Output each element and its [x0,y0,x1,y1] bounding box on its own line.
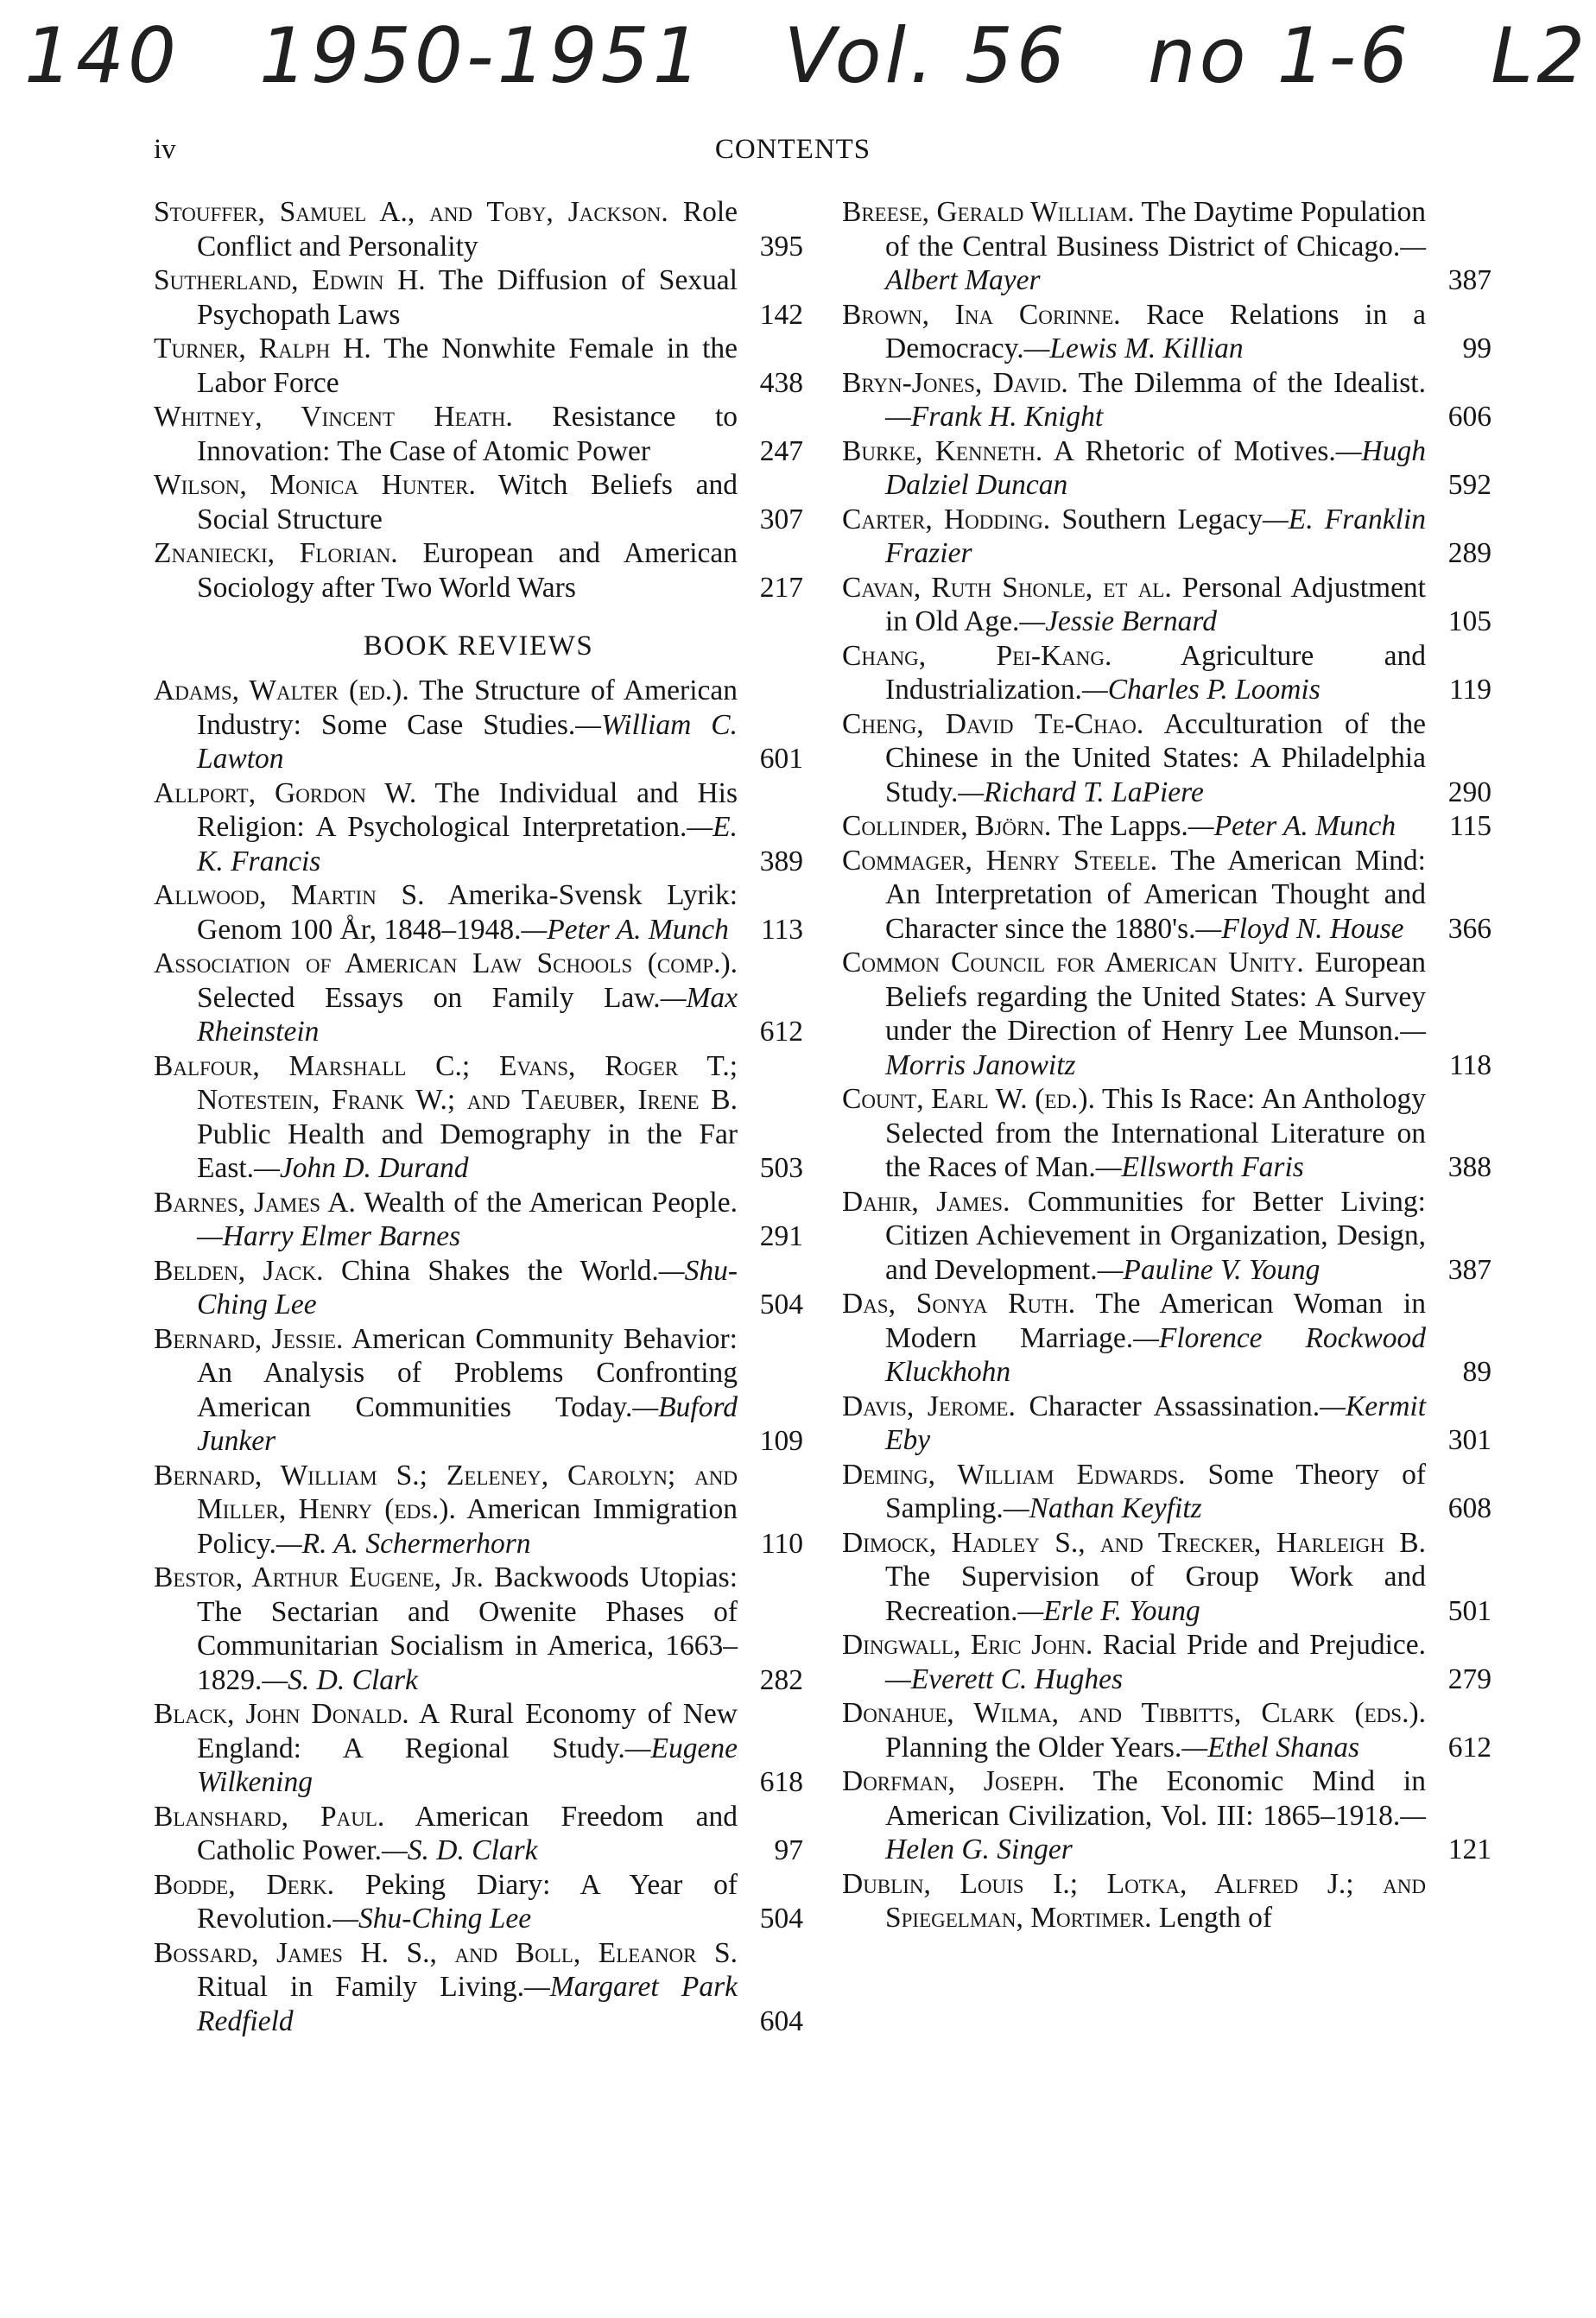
author-name: Allport, Gordon W. [154,776,417,809]
entry-title: Race Relations in a Democracy. [885,298,1427,364]
author-name: Count, Earl W. (ed.). [842,1083,1095,1115]
author-name: Dingwall, Eric John. [842,1629,1093,1661]
entry-title: The Supervision of Group Work and Recreation. [885,1561,1426,1627]
page-reference: 366 [1447,912,1492,945]
review-entry [154,1186,803,1254]
left-column [154,195,803,2038]
reviewer-name: —Helen G. Singer [885,1799,1426,1865]
author-name: Whitney, Vincent Heath. [154,401,513,433]
author-name: Barnes, James A. [154,1186,356,1219]
entry-title: Resistance to Innovation: The Case of Atomic Power [197,401,738,467]
page-reference: 217 [759,571,803,604]
review-entry [842,1628,1492,1696]
author-name: Cavan, Ruth Shonle, et al. [842,571,1172,604]
reviewer-name: —Peter A. Munch [1188,810,1396,842]
review-entry [154,1936,803,2039]
reviewer-name: —Morris Janowitz [885,1015,1426,1081]
author-name: Dahir, James. [842,1185,1010,1218]
entry-title: Acculturation of the Chinese in the United States: A Philadelphia Study. [885,707,1426,808]
author-name: Carter, Hodding. [842,503,1051,535]
author-name: Bossard, James H. S., and Boll, Eleanor S. [154,1936,738,1969]
page-number: iv [154,134,176,165]
review-entry [842,1082,1492,1185]
entry-title: The American Woman in Modern Marriage. [885,1288,1426,1354]
review-list [154,674,803,2038]
review-entry [842,1287,1492,1390]
page-reference: 438 [759,366,803,399]
review-list [842,195,1492,1935]
entry-title: Length of [1158,1902,1273,1934]
article-entry [154,468,803,536]
page-title: CONTENTS [714,134,871,165]
author-name: Cheng, David Te-Chao. [842,707,1144,740]
author-name: Blanshard, Paul. [154,1800,385,1833]
author-name: Brown, Ina Corinne. [842,298,1121,331]
entry-title: China Shakes the World. [340,1254,659,1287]
page-reference: 389 [759,845,803,877]
entry-title: The Diffusion of Sexual Psychopath Laws [197,264,738,331]
page-reference: 504 [759,1903,803,1935]
review-entry [842,844,1492,947]
page-reference: 307 [759,503,803,535]
entry-title: American Community Behavior: An Analysis of Problems Confronting American Communities Today. [197,1322,738,1423]
review-entry [154,878,803,947]
reviewer-name: —Everett C. Hughes [885,1662,1124,1695]
review-entry [842,1185,1492,1288]
entry-title: Public Health and Demography in the Far East. [197,1118,738,1184]
review-entry [842,1696,1492,1764]
page-reference: 606 [1447,401,1492,433]
review-entry [154,1322,803,1459]
reviewer-name: —Max Rheinstein [197,981,738,1048]
page-reference: 291 [759,1220,803,1252]
entry-title: Racial Pride and Prejudice. [1102,1629,1426,1661]
reviewer-name: —S. D. Clark [382,1834,538,1866]
author-name: Deming, William Edwards. [842,1458,1186,1491]
author-name: Association of American Law Schools (comp.). [154,947,738,979]
author-name: Common Council for American Unity. [842,947,1304,978]
reviewer-name: —Nathan Keyfitz [1003,1492,1202,1524]
page-reference: 612 [1447,1731,1492,1764]
reviewer-name: —Shu-Ching Lee [197,1254,738,1320]
page-header [154,130,1432,169]
reviewer-name: —Peter A. Munch [521,913,729,946]
review-entry [842,809,1492,844]
reviewer-name: —Kermit Eby [885,1390,1427,1456]
reviewer-name: —Margaret Park Redfield [197,1971,738,2037]
page-reference: 612 [759,1016,803,1048]
page-reference: 289 [1447,537,1492,569]
author-name: Belden, Jack. [154,1254,324,1287]
review-entry [154,1800,803,1868]
page-reference: 290 [1447,776,1492,808]
page-reference: 118 [1448,1048,1492,1081]
reviewer-name: —Frank H. Knight [885,401,1104,433]
review-entry [842,639,1492,707]
entry-title: Communities for Better Living: Citizen Achievement in Organization, Design, and Development. [885,1185,1426,1286]
entry-title: A Rhetoric of Motives. [1053,434,1336,467]
review-entry [154,674,803,776]
entry-title: Backwoods Utopias: The Sectarian and Owenite Phases of Communitarian Socialism in America, 1663–1829. [197,1561,738,1696]
reviewer-name: —John D. Durand [254,1152,469,1184]
page-reference: 97 [774,1834,803,1866]
page-reference: 395 [759,230,803,263]
entry-title: Witch Beliefs and Social Structure [197,469,738,535]
author-name: Bestor, Arthur Eugene, Jr. [154,1561,484,1593]
author-name: Znaniecki, Florian. [154,537,398,569]
page-reference: 282 [759,1663,803,1696]
reviewer-name: —E. K. Francis [197,811,738,877]
entry-title: Personal Adjustment in Old Age. [885,571,1426,637]
page-reference: 387 [1447,264,1492,296]
page-reference: 592 [1447,469,1492,501]
article-entry [154,536,803,605]
author-name: Bryn-Jones, David. [842,366,1068,399]
author-name: Chang, Pei-Kang. [842,639,1112,672]
reviewer-name: —William C. Lawton [197,708,738,775]
page-reference: 115 [1448,810,1492,842]
review-entry [842,707,1492,810]
author-name: Bernard, William S.; Zeleney, Carolyn; and Miller, Henry (eds.). [154,1459,738,1525]
review-entry [842,1867,1492,1935]
page-reference: 89 [1462,1356,1492,1388]
entry-title: A Rural Economy of New England: A Regional Study. [197,1698,738,1764]
review-entry [842,1526,1492,1629]
entry-title: The American Mind: An Interpretation of American Thought and Character since the 1880's. [885,844,1426,945]
author-name: Turner, Ralph H. [154,332,371,364]
page-reference: 121 [1447,1834,1492,1865]
entry-title: Peking Diary: A Year of Revolution. [197,1868,738,1935]
reviewer-name: —Charles P. Loomis [1081,674,1320,706]
entry-title: Amerika-Svensk Lyrik: Genom 100 År, 1848–1948. [197,879,738,946]
entry-title: Southern Legacy [1061,503,1263,535]
entry-title: This Is Race: An Anthology Selected from the International Literature on the Races of Man. [885,1083,1426,1183]
author-name: Burke, Kenneth. [842,434,1043,467]
entry-title: The Lapps. [1058,810,1188,842]
page-reference: 279 [1447,1662,1492,1695]
entry-title: Role Conflict and Personality [197,196,738,263]
page-reference: 501 [1447,1594,1492,1627]
review-entry [154,1561,803,1697]
author-name: Davis, Jerome. [842,1390,1016,1422]
entry-title: Wealth of the American People. [364,1186,738,1219]
author-name: Bernard, Jessie. [154,1322,344,1355]
entry-title: The Structure of American Industry: Some Case Studies. [197,674,738,741]
review-entry [842,366,1492,434]
review-entry [842,503,1492,571]
entry-title: American Immigration Policy. [197,1493,738,1560]
page-reference: 387 [1447,1253,1492,1286]
page-reference: 503 [759,1152,803,1184]
review-entry [154,947,803,1049]
author-name: Sutherland, Edwin H. [154,264,426,296]
page-reference: 604 [759,2004,803,2037]
author-name: Das, Sonya Ruth. [842,1288,1076,1320]
author-name: Stouffer, Samuel A., and Toby, Jackson. [154,196,668,228]
entry-title: The Economic Mind in American Civilization, Vol. III: 1865–1918. [885,1765,1426,1832]
handwritten-note: 140 [24,11,180,100]
article-entry [154,332,803,400]
right-column [842,195,1492,1935]
page-reference: 99 [1462,332,1492,364]
reviewer-name: —Pauline V. Young [1097,1253,1320,1286]
entry-title: Planning the Older Years. [885,1731,1182,1764]
review-entry [154,1697,803,1800]
review-entry [842,946,1492,1082]
entry-title: Character Assassination. [1029,1390,1320,1422]
entry-title: Agriculture and Industrialization. [885,639,1426,706]
page-reference: 301 [1447,1424,1492,1456]
page-reference: 618 [759,1766,803,1798]
page-reference: 608 [1447,1492,1492,1524]
reviewer-name: —E. Franklin Frazier [885,503,1427,569]
reviewer-name: —Lewis M. Killian [1023,332,1244,364]
page-reference: 110 [760,1527,803,1560]
page-reference: 113 [760,913,803,946]
review-entry [842,571,1492,639]
entry-title: American Freedom and Catholic Power. [197,1800,738,1866]
page-reference: 105 [1447,605,1492,637]
author-name: Donahue, Wilma, and Tibbitts, Clark (eds.). [842,1697,1426,1729]
review-entry [842,195,1492,298]
reviewer-name: —R. A. Schermerhorn [276,1527,531,1560]
review-entry [842,298,1492,366]
author-name: Commager, Henry Steele. [842,844,1158,877]
reviewer-name: —Floyd N. House [1195,912,1404,945]
page-reference: 601 [759,743,803,775]
handwritten-annotation [24,9,1589,112]
handwritten-note: 1950-1951 [258,11,705,100]
author-name: Black, John Donald. [154,1698,409,1730]
entry-title: The Daytime Population of the Central Business District of Chicago. [885,196,1426,263]
entry-title: European and American Sociology after Two World Wars [197,537,738,604]
article-entry [154,400,803,468]
review-entry [842,434,1492,503]
author-name: Bodde, Derk. [154,1868,335,1901]
author-name: Balfour, Marshall C.; Evans, Roger T.; Notestein, Frank W.; and Taeuber, Irene B. [154,1049,738,1116]
handwritten-note: L2 [1491,11,1589,100]
page-reference: 388 [1447,1151,1492,1183]
reviewer-name: —Richard T. LaPiere [958,776,1204,808]
entry-title: Some Theory of Sampling. [885,1458,1426,1524]
reviewer-name: —Ellsworth Faris [1095,1151,1304,1183]
article-entry [154,195,803,263]
reviewer-name: —Eugene Wilkening [197,1732,738,1798]
handwritten-note: Vol. 56 [783,11,1068,100]
reviewer-name: —Hugh Dalziel Duncan [885,434,1426,501]
page-reference: 142 [759,298,803,331]
reviewer-name: —Albert Mayer [885,230,1426,296]
page-reference: 109 [759,1425,803,1457]
review-entry [154,1868,803,1936]
author-name: Collinder, Björn. [842,810,1052,842]
author-name: Dorfman, Joseph. [842,1765,1066,1797]
section-heading: BOOK REVIEWS [363,630,594,662]
reviewer-name: —Buford Junker [197,1390,738,1457]
page-reference: 119 [1448,674,1492,706]
page-reference: 504 [759,1289,803,1320]
reviewer-name: —Florence Rockwood Kluckhohn [885,1321,1426,1388]
reviewer-name: —Ethel Shanas [1181,1731,1359,1764]
entry-title: Selected Essays on Family Law. [197,981,661,1014]
entry-title: The Dilemma of the Idealist. [1078,366,1426,399]
author-name: Wilson, Monica Hunter. [154,469,476,501]
reviewer-name: —Jessie Bernard [1019,605,1217,637]
reviewer-name: —S. D. Clark [262,1663,418,1696]
author-name: Allwood, Martin S. [154,879,425,911]
author-name: Dimock, Hadley S., and Trecker, Harleigh B. [842,1526,1426,1559]
reviewer-name: —Erle F. Young [1017,1594,1200,1627]
article-entry [154,263,803,332]
handwritten-note: no 1-6 [1147,11,1412,100]
review-entry [842,1390,1492,1458]
review-entry [154,1459,803,1561]
entry-title: The Individual and His Religion: A Psychological Interpretation. [197,776,738,843]
review-entry [154,776,803,879]
review-entry [842,1764,1492,1867]
author-name: Dublin, Louis I.; Lotka, Alfred J.; and Spiegelman, Mortimer. [842,1867,1426,1934]
review-entry [154,1254,803,1322]
entry-title: The Nonwhite Female in the Labor Force [197,332,738,399]
reviewer-name: —Shu-Ching Lee [332,1903,532,1935]
author-name: Breese, Gerald William. [842,196,1135,228]
page-reference: 247 [759,434,803,467]
entry-title: Ritual in Family Living. [197,1971,525,2003]
review-entry [842,1458,1492,1526]
author-name: Adams, Walter (ed.). [154,674,409,706]
reviewer-name: —Harry Elmer Barnes [197,1220,461,1252]
entry-title: European Beliefs regarding the United States: A Survey under the Direction of Henry Lee Munson. [885,947,1426,1047]
review-entry [154,1049,803,1186]
article-list [154,195,803,605]
